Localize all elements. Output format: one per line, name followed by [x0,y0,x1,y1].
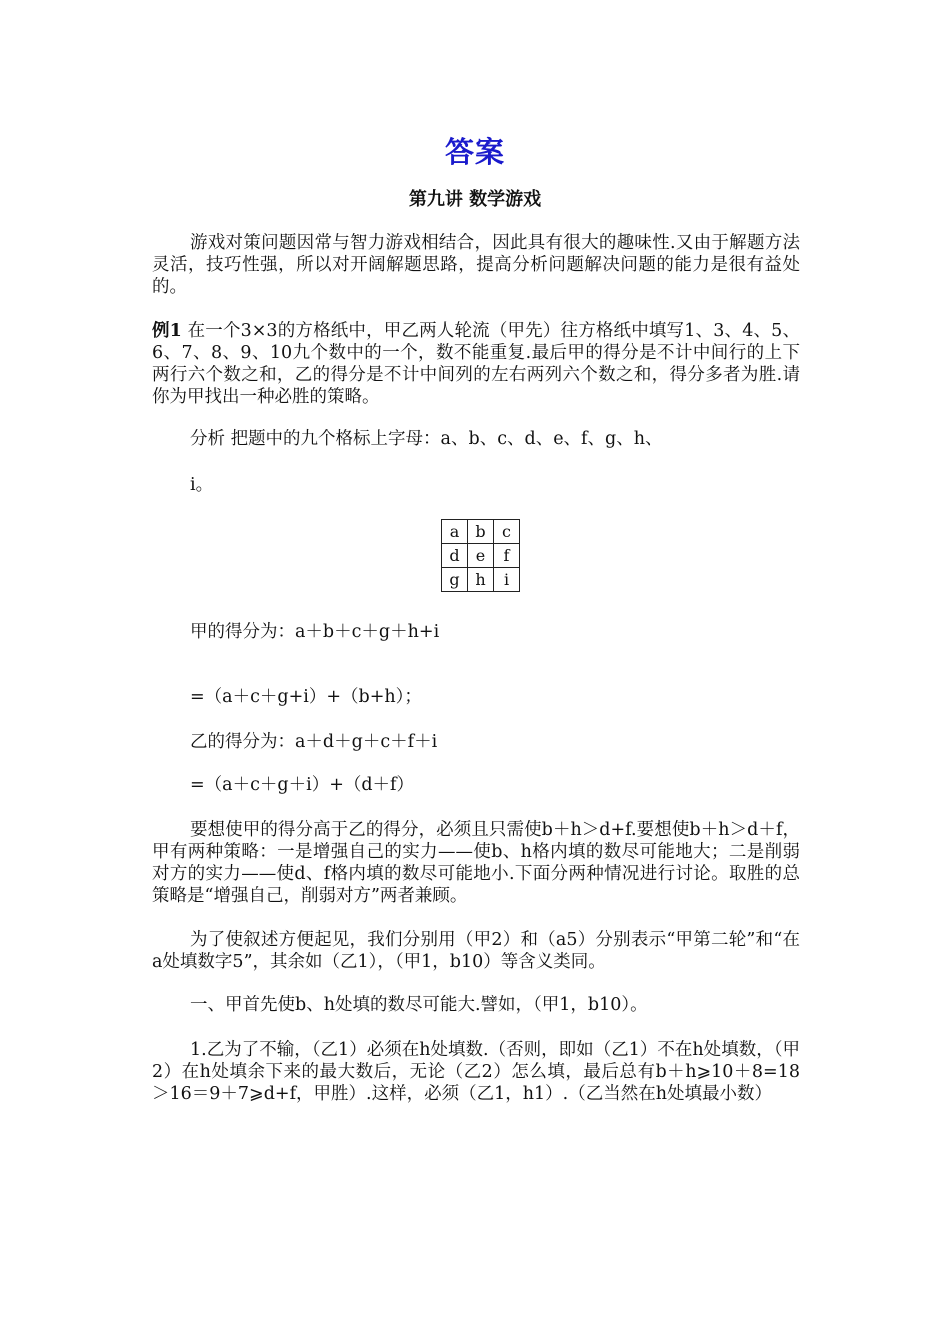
grid-cell-g: g [442,568,468,592]
jia-score-line: 甲的得分为：a＋b＋c＋g＋h+i [190,622,440,642]
analysis-line-2: i。 [190,475,214,495]
grid-row [442,568,520,592]
jia-expression-line: =（a＋c＋g+i）+（b+h）； [190,687,422,707]
grid-row [442,520,520,544]
grid-cell-e: e [468,544,494,568]
grid-cell-d: d [442,544,468,568]
grid-cell-b: b [468,520,494,544]
grid-cell-h: h [468,568,494,592]
analysis-line-1: 分析 把题中的九个格标上字母：a、b、c、d、e、f、g、h、 [190,429,663,449]
case-one-paragraph: 一、甲首先使b、h处填的数尽可能大.譬如，（甲1，b10）。 [190,995,648,1015]
grid-cell-i: i [494,568,520,592]
yi-score-line: 乙的得分为：a＋d＋g＋c＋f＋i [190,732,438,752]
grid-cell-c: c [494,520,520,544]
example-label: 例1 [152,321,182,341]
example-paragraph [152,320,800,408]
intro-paragraph: 游戏对策问题因常与智力游戏相结合，因此具有很大的趣味性.又由于解题方法灵活，技巧性强，所以对开阔解题思路，提高分析问题解决问题的能力是很有益处的。 [152,233,800,297]
grid-cell-f: f [494,544,520,568]
strategy-paragraph: 要想使甲的得分高于乙的得分，必须且只需使b＋h＞d+f.要想使b＋h＞d＋f，甲有两种策略：一是增强自己的实力——使b、h格内填的数尽可能地大；二是削弱对方的实力——使d、f格内填的数尽可能地小.下面分两种情况进行讨论。取胜的总策略是“增强自己，削弱对方”两者兼顾。 [152,820,800,906]
notation-paragraph: 为了使叙述方便起见，我们分别用（甲2）和（a5）分别表示“甲第二轮”和“在a处填数字5”，其余如（乙1），（甲1，b10）等含义类同。 [152,930,800,972]
case-one-sub-paragraph: 1.乙为了不输，（乙1）必须在h处填数.（否则，即如（乙1）不在h处填数，（甲2）在h处填余下来的最大数后，无论（乙2）怎么填，最后总有b＋h⩾10＋8=18＞16＝9＋7⩾d+f，甲胜）.这样，必须（乙1，h1）.（乙当然在h处填最小数） [152,1040,800,1104]
grid-row [442,544,520,568]
example-text: 在一个3×3的方格纸中，甲乙两人轮流（甲先）往方格纸中填写1、3、4、5、6、7、8、9、10九个数中的一个，数不能重复.最后甲的得分是不计中间行的上下两行六个数之和，乙的得分是不计中间列的左右两列六个数之和，得分多者为胜.请你为甲找出一种必胜的策略。 [152,321,800,407]
letter-grid [441,519,520,592]
page-title: 答案 [444,135,505,169]
grid-cell-a: a [442,520,468,544]
yi-expression-line: =（a＋c＋g＋i）+（d＋f） [190,775,415,795]
lecture-title: 第九讲 数学游戏 [408,189,542,210]
